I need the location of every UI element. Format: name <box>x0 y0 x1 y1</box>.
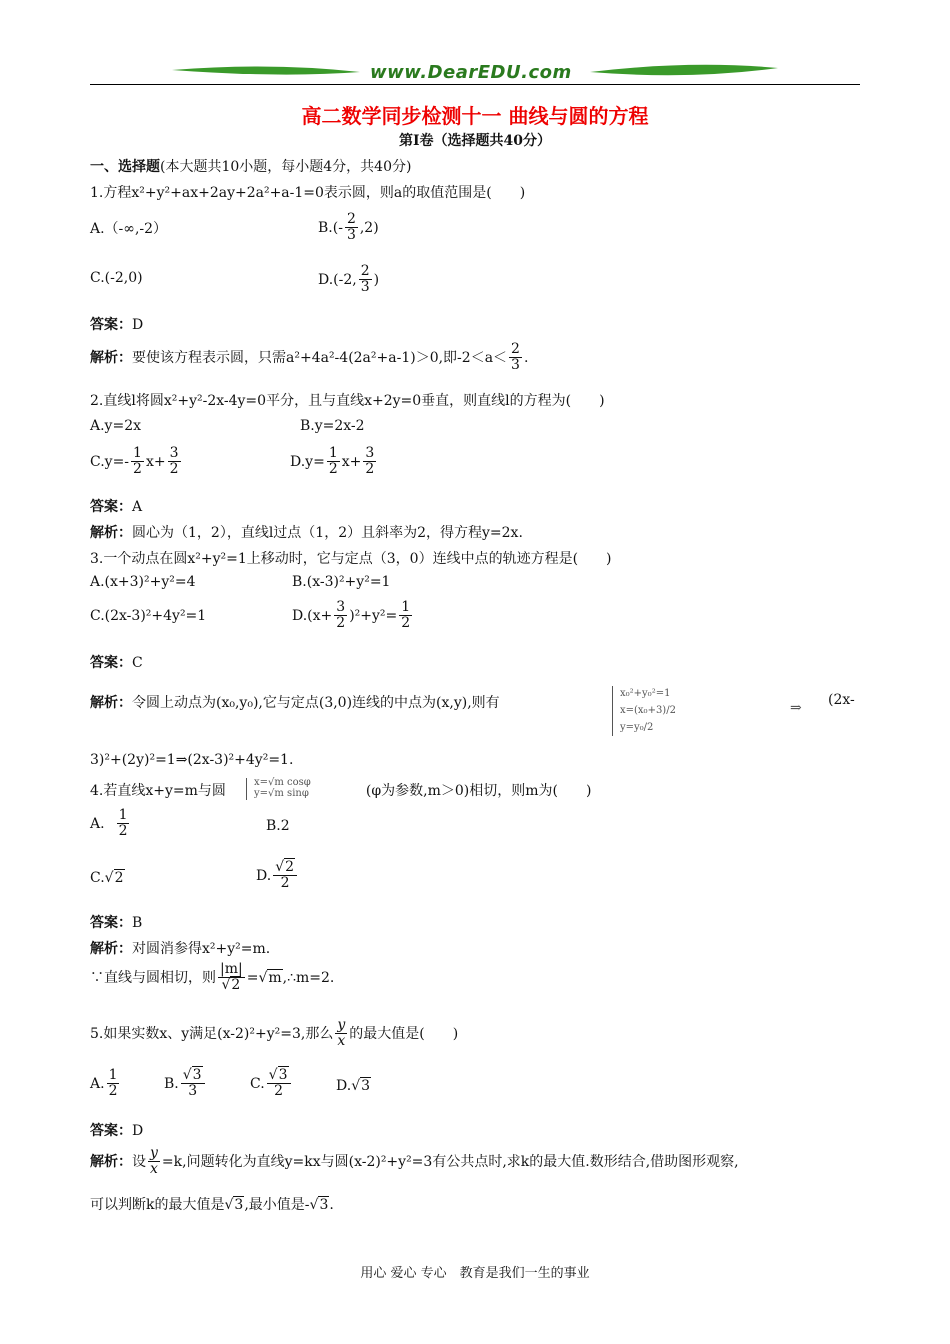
q4-stem: 4.若直线x+y=m与圆 (φ为参数,m＞0)相切，则m为( ) <box>90 783 592 799</box>
header-logo <box>170 60 780 86</box>
q3-explanation-cont: 3)²+(2y)²=1⇒(2x-3)²+4y²=1. <box>90 752 294 768</box>
q5-option-d: D.√3 <box>336 1078 371 1094</box>
q4-option-b: B.2 <box>266 818 290 834</box>
q3-implies-arrow: ⇒ <box>790 700 802 716</box>
q2-answer: 答案：A <box>90 499 143 515</box>
q2-option-b: B.y=2x-2 <box>300 418 365 434</box>
q1-option-c: C.(-2,0) <box>90 270 143 286</box>
q4-option-c: C.√2 <box>90 870 124 886</box>
q3-option-c: C.(2x-3)²+4y²=1 <box>90 608 207 624</box>
q3-answer: 答案：C <box>90 655 143 671</box>
page-footer: 用心 爱心 专心 教育是我们一生的事业 <box>360 1266 590 1281</box>
q5-option-c: C. $\frac{√3}{2}$ <box>250 1068 293 1100</box>
q2-option-c: C.y=- $\frac{1}{2}$ x+ $\frac{3}{2}$ <box>90 445 179 478</box>
q3-option-b: B.(x-3)²+y²=1 <box>292 574 391 590</box>
q5-option-a: A. $\frac{1}{2}$ <box>90 1067 118 1100</box>
q4-answer: 答案：B <box>90 915 143 931</box>
header-rule <box>90 84 860 85</box>
q4-system-brace <box>246 778 247 800</box>
q5-explanation: 解析：设 $\frac{y}{x}$ =k,问题转化为直线y=kx与圆(x-2)²+y²=3有公共点时,求k的最大值.数形结合,借助图形观察, <box>90 1145 739 1178</box>
q5-explanation-2: 可以判断k的最大值是√3,最小值是-√3. <box>90 1197 334 1213</box>
q1-option-d: D.(-2, $\frac{2}{3}$ ) <box>318 263 380 296</box>
q5-stem: 5.如果实数x、y满足(x-2)²+y²=3,那么 $\frac{y}{x}$ 的最大值是( ) <box>90 1017 459 1050</box>
page-title: 高二数学同步检测十一 曲线与圆的方程 <box>301 104 649 128</box>
q2-stem: 2.直线l将圆x²+y²-2x-4y=0平分，且与直线x+2y=0垂直，则直线l的方程为( ) <box>90 393 605 409</box>
page-subtitle: 第Ⅰ卷（选择题共40分） <box>398 133 552 149</box>
q4-explanation-2: ∵直线与圆相切，则 $\frac{|m|}{√2}$ =√m,∴m=2. <box>90 961 335 994</box>
section-header: 一、选择题(本大题共10小题，每小题4分，共40分) <box>90 159 412 175</box>
q3-option-d: D.(x+ $\frac{3}{2}$ )²+y²= $\frac{1}{2}$ <box>292 599 411 632</box>
q2-option-a: A.y=2x <box>90 418 142 434</box>
site-name: www.DearEDU.com <box>370 62 572 83</box>
q3-option-a: A.(x+3)²+y²=4 <box>90 574 196 590</box>
q3-explanation: 解析：令圆上动点为(x₀,y₀),它与定点(3,0)连线的中点为(x,y),则有 <box>90 695 500 711</box>
q5-answer: 答案：D <box>90 1123 144 1139</box>
q4-system: x=√m cosφ y=√m sinφ <box>254 777 311 799</box>
q2-explanation: 解析：圆心为（1，2），直线l过点（1，2）且斜率为2，得方程y=2x. <box>90 525 523 541</box>
q4-explanation: 解析：对圆消参得x²+y²=m. <box>90 941 271 957</box>
q3-explanation-tail: (2x- <box>828 692 855 708</box>
q1-option-a: A.（-∞,-2） <box>90 221 168 237</box>
q1-explanation: 解析：要使该方程表示圆，只需a²+4a²-4(2a²+a-1)＞0,即-2＜a＜ $\frac{2}{3}$ . <box>90 341 529 374</box>
q5-option-b: B. $\frac{√3}{3}$ <box>164 1068 207 1100</box>
q3-system-brace <box>612 686 613 736</box>
q1-stem: 1.方程x²+y²+ax+2ay+2a²+a-1=0表示圆，则a的取值范围是( ) <box>90 185 526 201</box>
q4-option-d: D. $\frac{√2}{2}$ <box>256 860 299 892</box>
q1-option-b: B.(- $\frac{2}{3}$ ,2) <box>318 211 379 244</box>
q3-system: x₀²+y₀²=1 x=(x₀+3)/2 y=y₀/2 <box>620 688 676 733</box>
q1-answer: 答案：D <box>90 317 144 333</box>
q3-stem: 3.一个动点在圆x²+y²=1上移动时，它与定点（3，0）连线中点的轨迹方程是( ) <box>90 551 612 567</box>
q2-option-d: D.y= $\frac{1}{2}$ x+ $\frac{3}{2}$ <box>290 445 375 478</box>
q4-option-a: A. $\frac{1}{2}$ <box>90 807 128 840</box>
